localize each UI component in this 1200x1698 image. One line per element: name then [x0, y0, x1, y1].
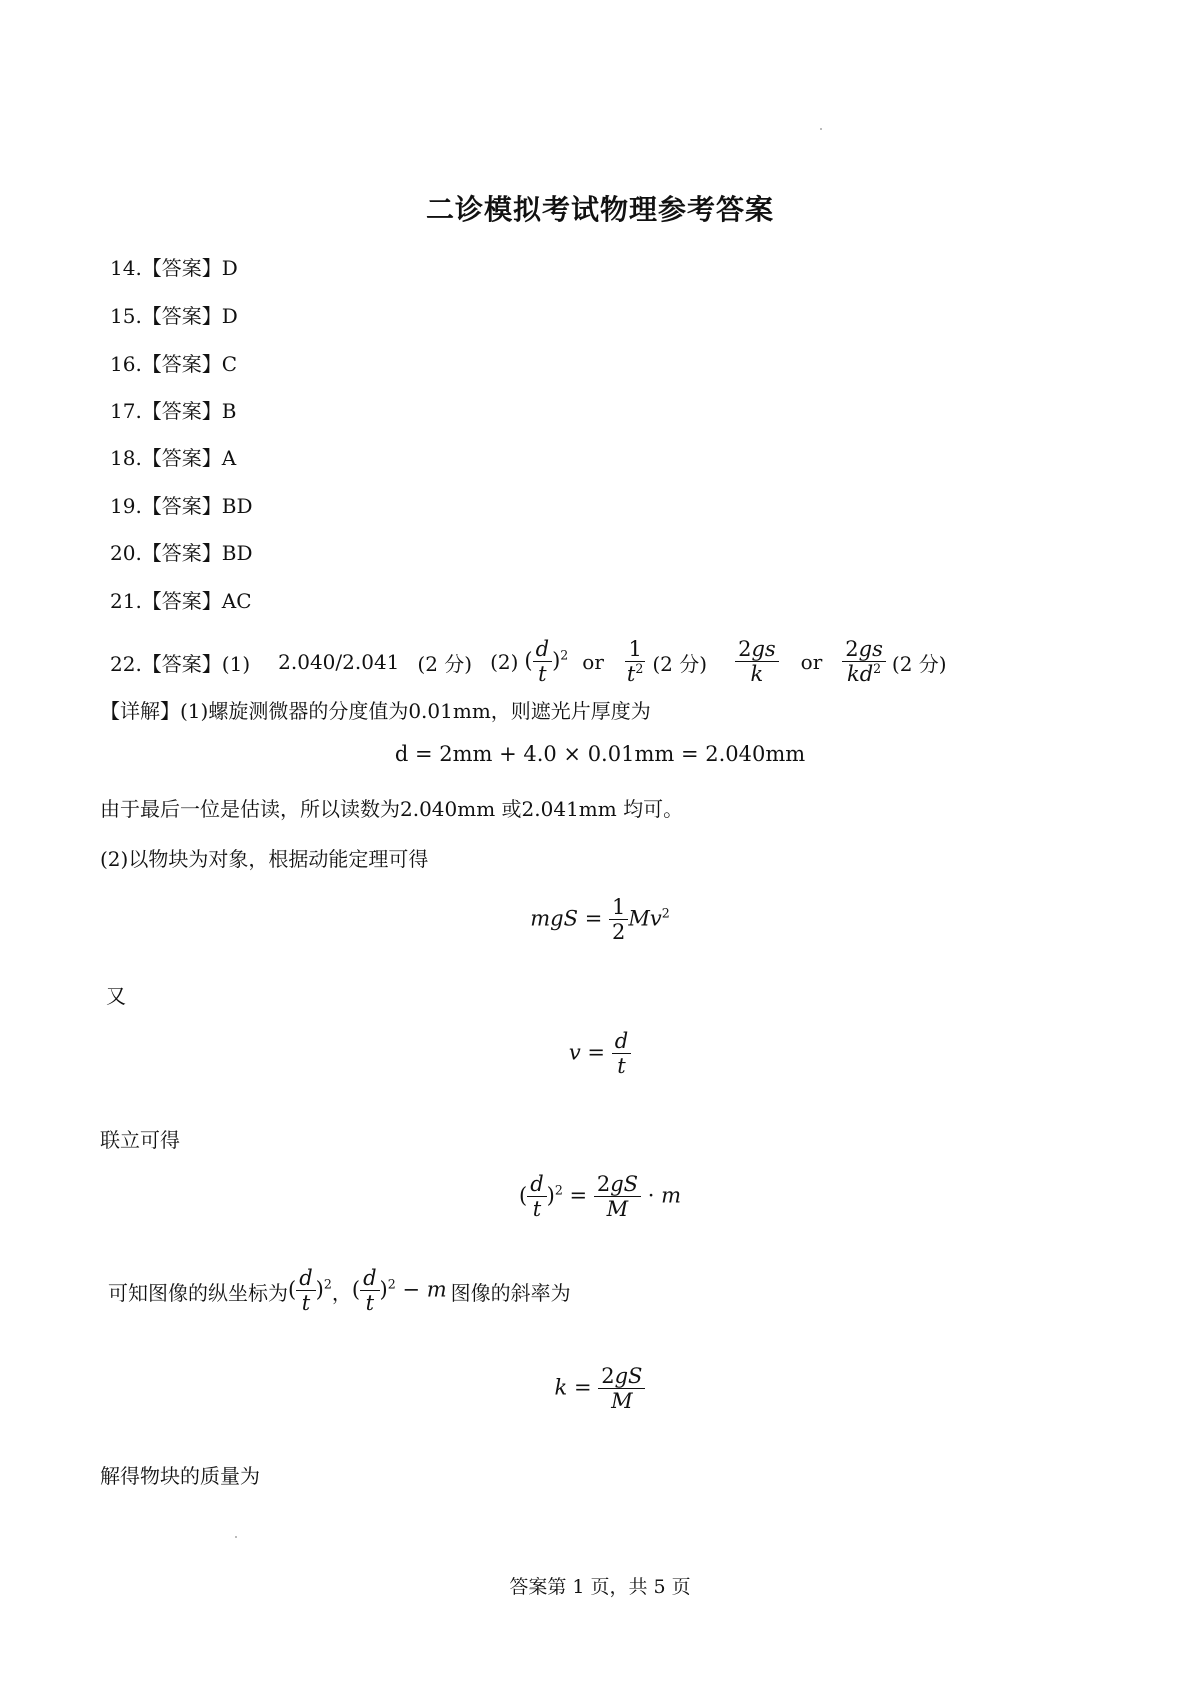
q22-or-1: or — [582, 650, 604, 674]
q22-part2-score: (2 分) — [652, 651, 708, 676]
answer-line: 14.【答案】D — [110, 256, 238, 280]
equation-thickness-text: d = 2mm + 4.0 × 0.01mm = 2.040mm — [394, 742, 806, 766]
num-two: 2 — [738, 636, 752, 661]
detail-paragraph-3: (2)以物块为对象，根据动能定理可得 — [100, 847, 429, 871]
answer-line: 18.【答案】A — [110, 446, 237, 470]
equation-energy: mgS = $\frac{1}{2}$ Mv$^2$ — [530, 895, 670, 945]
q22-part2-label: (2) — [490, 650, 519, 674]
q22-part3-score: (2 分) — [891, 651, 947, 676]
equation-velocity: v = $\frac{d}{t}$ — [0, 1030, 1200, 1078]
answer-line: 20.【答案】BD — [110, 541, 253, 565]
detail-p6-a: 可知图像的纵坐标为 — [108, 1280, 288, 1305]
detail-paragraph-5: 联立可得 — [100, 1128, 180, 1152]
q22-formula-one-over-t-squared: $\frac{1}{t^2}$ — [626, 636, 644, 686]
equation-thickness — [0, 742, 1200, 766]
detail-paragraph-6 — [108, 1265, 571, 1317]
answer-line: 21.【答案】AC — [110, 589, 252, 613]
answer-line: 17.【答案】B — [110, 399, 237, 423]
num-two: 2 — [845, 636, 859, 661]
answer-line: 16.【答案】C — [110, 352, 238, 376]
detail-paragraph-7: 解得物块的质量为 — [100, 1464, 260, 1488]
detail-p6-c: 图像的斜率为 — [450, 1280, 571, 1305]
detail-paragraph-2: 由于最后一位是估读，所以读数为2.040mm 或2.041mm 均可。 — [100, 797, 684, 821]
q22-answer-line — [110, 634, 947, 690]
q22-formula-2gs-over-k: $\frac{2gs}{k}$ — [735, 638, 779, 686]
q22-or-2: or — [800, 650, 823, 674]
answer-line: 15.【答案】D — [110, 304, 238, 328]
formula-d-over-t-squared: ( $\frac{d}{t}$ )$^2$ — [288, 1265, 332, 1315]
page-footer: 答案第 1 页，共 5 页 — [509, 1576, 691, 1598]
detail-paragraph-1: 【详解】(1)螺旋测微器的分度值为0.01mm，则遮光片厚度为 — [100, 699, 651, 723]
num-two: 2 — [601, 1364, 615, 1388]
page-title: 二诊模拟考试物理参考答案 — [425, 193, 774, 226]
q22-part1-value: 2.040/2.041 — [278, 650, 400, 674]
num-two: 2 — [596, 1172, 611, 1196]
q22-part1-score: (2 分) — [417, 651, 473, 676]
q22-prefix: 22.【答案】(1) — [110, 651, 251, 676]
q22-formula-d-over-t-squared: ( $\frac{d}{t}$ )$^2$ — [524, 636, 569, 686]
q22-formula-2gs-over-kd2: $\frac{2gs}{kd^2}$ — [842, 638, 886, 686]
detail-paragraph-4: 又 — [106, 984, 126, 1008]
scan-dot — [235, 1536, 237, 1538]
formula-d-over-t-squared-minus-m: ( $\frac{d}{t}$ )$^2$ − m — [351, 1265, 447, 1315]
detail-p6-b: ， — [331, 1280, 352, 1305]
equation-slope: k = $\frac{2gS}{M}$ — [0, 1365, 1200, 1413]
scan-dot — [820, 128, 822, 130]
answer-line: 19.【答案】BD — [110, 494, 253, 518]
equation-combined: ( $\frac{d}{t}$ )$^2$ = $\frac{2gS}{M}$ · m — [519, 1172, 681, 1222]
